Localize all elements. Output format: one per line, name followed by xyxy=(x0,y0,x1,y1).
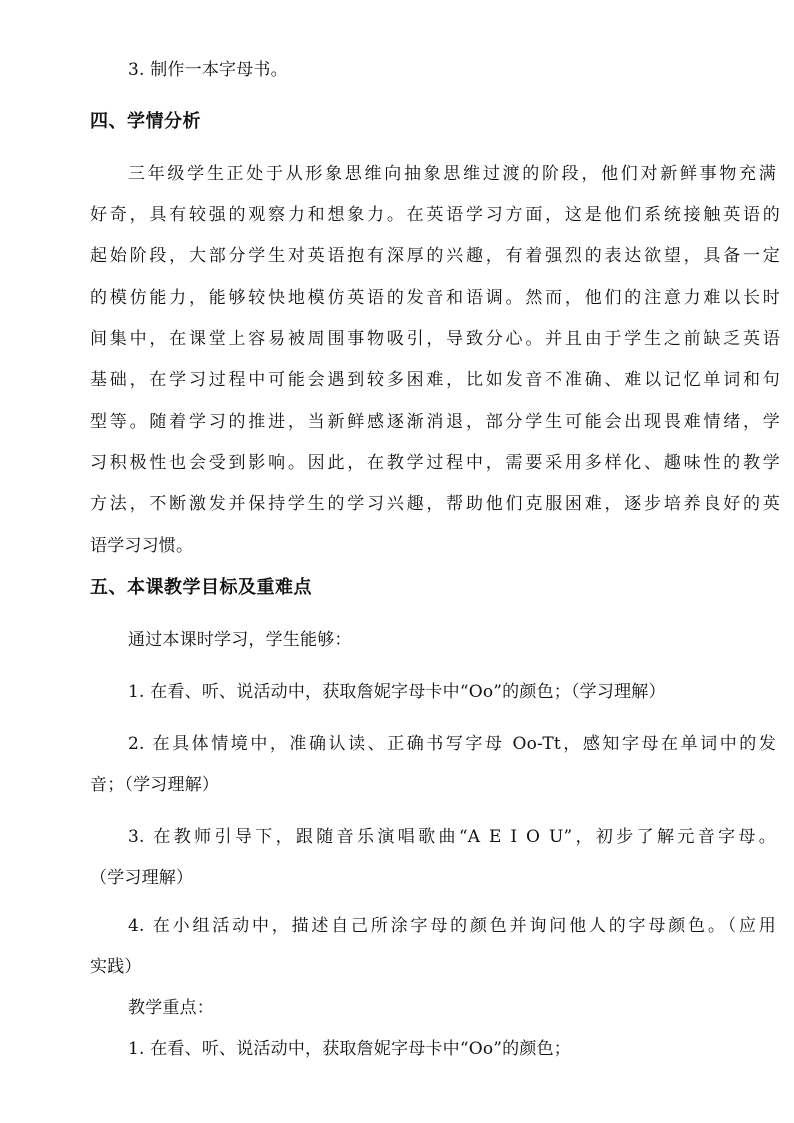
paragraph-line: 三年级学生正处于从形象思维向抽象思维过渡的阶段，他们对新鲜事物充满 xyxy=(128,164,776,184)
goal-2-line-2: 音；（学习理解） xyxy=(90,775,220,795)
goal-4-line-1: 4. 在小组活动中，描述自己所涂字母的颜色并询问他人的字母颜色。（应用 xyxy=(128,916,776,936)
objectives-intro: 通过本课时学习，学生能够： xyxy=(128,630,352,650)
paragraph-line: 方法，不断激发并保持学生的学习兴趣，帮助他们克服困难，逐步培养良好的英 xyxy=(90,494,780,514)
paragraph-line: 好奇，具有较强的观察力和想象力。在英语学习方面，这是他们系统接触英语的 xyxy=(90,205,780,225)
key-point-1: 1. 在看、听、说活动中，获取詹妮字母卡中“Oo”的颜色； xyxy=(128,1039,571,1059)
goal-4-line-2: 实践） xyxy=(90,957,142,977)
paragraph-line: 型等。随着学习的推进，当新鲜感逐渐消退，部分学生可能会出现畏难情绪，学 xyxy=(90,412,780,432)
section-heading-objectives: 五、本课教学目标及重难点 xyxy=(90,577,312,598)
section-heading-learner-analysis: 四、学情分析 xyxy=(90,111,201,132)
goal-3-line-2: （学习理解） xyxy=(90,868,194,888)
paragraph-line: 习积极性也会受到影响。因此，在教学过程中，需要采用多样化、趣味性的教学 xyxy=(90,453,780,473)
paragraph-line: 起始阶段，大部分学生对英语抱有深厚的兴趣，有着强烈的表达欲望，具备一定 xyxy=(90,246,780,266)
paragraph-line: 间集中，在课堂上容易被周围事物吸引，导致分心。并且由于学生之前缺乏英语 xyxy=(90,329,780,349)
list-item-make-letter-book: 3. 制作一本字母书。 xyxy=(128,60,288,80)
goal-2-line-1: 2. 在具体情境中，准确认读、正确书写字母 Oo-Tt，感知字母在单词中的发 xyxy=(128,734,776,754)
goal-1: 1. 在看、听、说活动中，获取詹妮字母卡中“Oo”的颜色；（学习理解） xyxy=(128,682,666,702)
paragraph-line: 基础，在学习过程中可能会遇到较多困难，比如发音不准确、难以记忆单词和句 xyxy=(90,370,780,390)
goal-3-line-1: 3. 在教师引导下，跟随音乐演唱歌曲“A E I O U”，初步了解元音字母。 xyxy=(128,827,776,847)
paragraph-line: 的模仿能力，能够较快地模仿英语的发音和语调。然而，他们的注意力难以长时 xyxy=(90,288,780,308)
key-points-label: 教学重点： xyxy=(128,998,214,1018)
paragraph-line: 语学习习惯。 xyxy=(90,536,194,556)
